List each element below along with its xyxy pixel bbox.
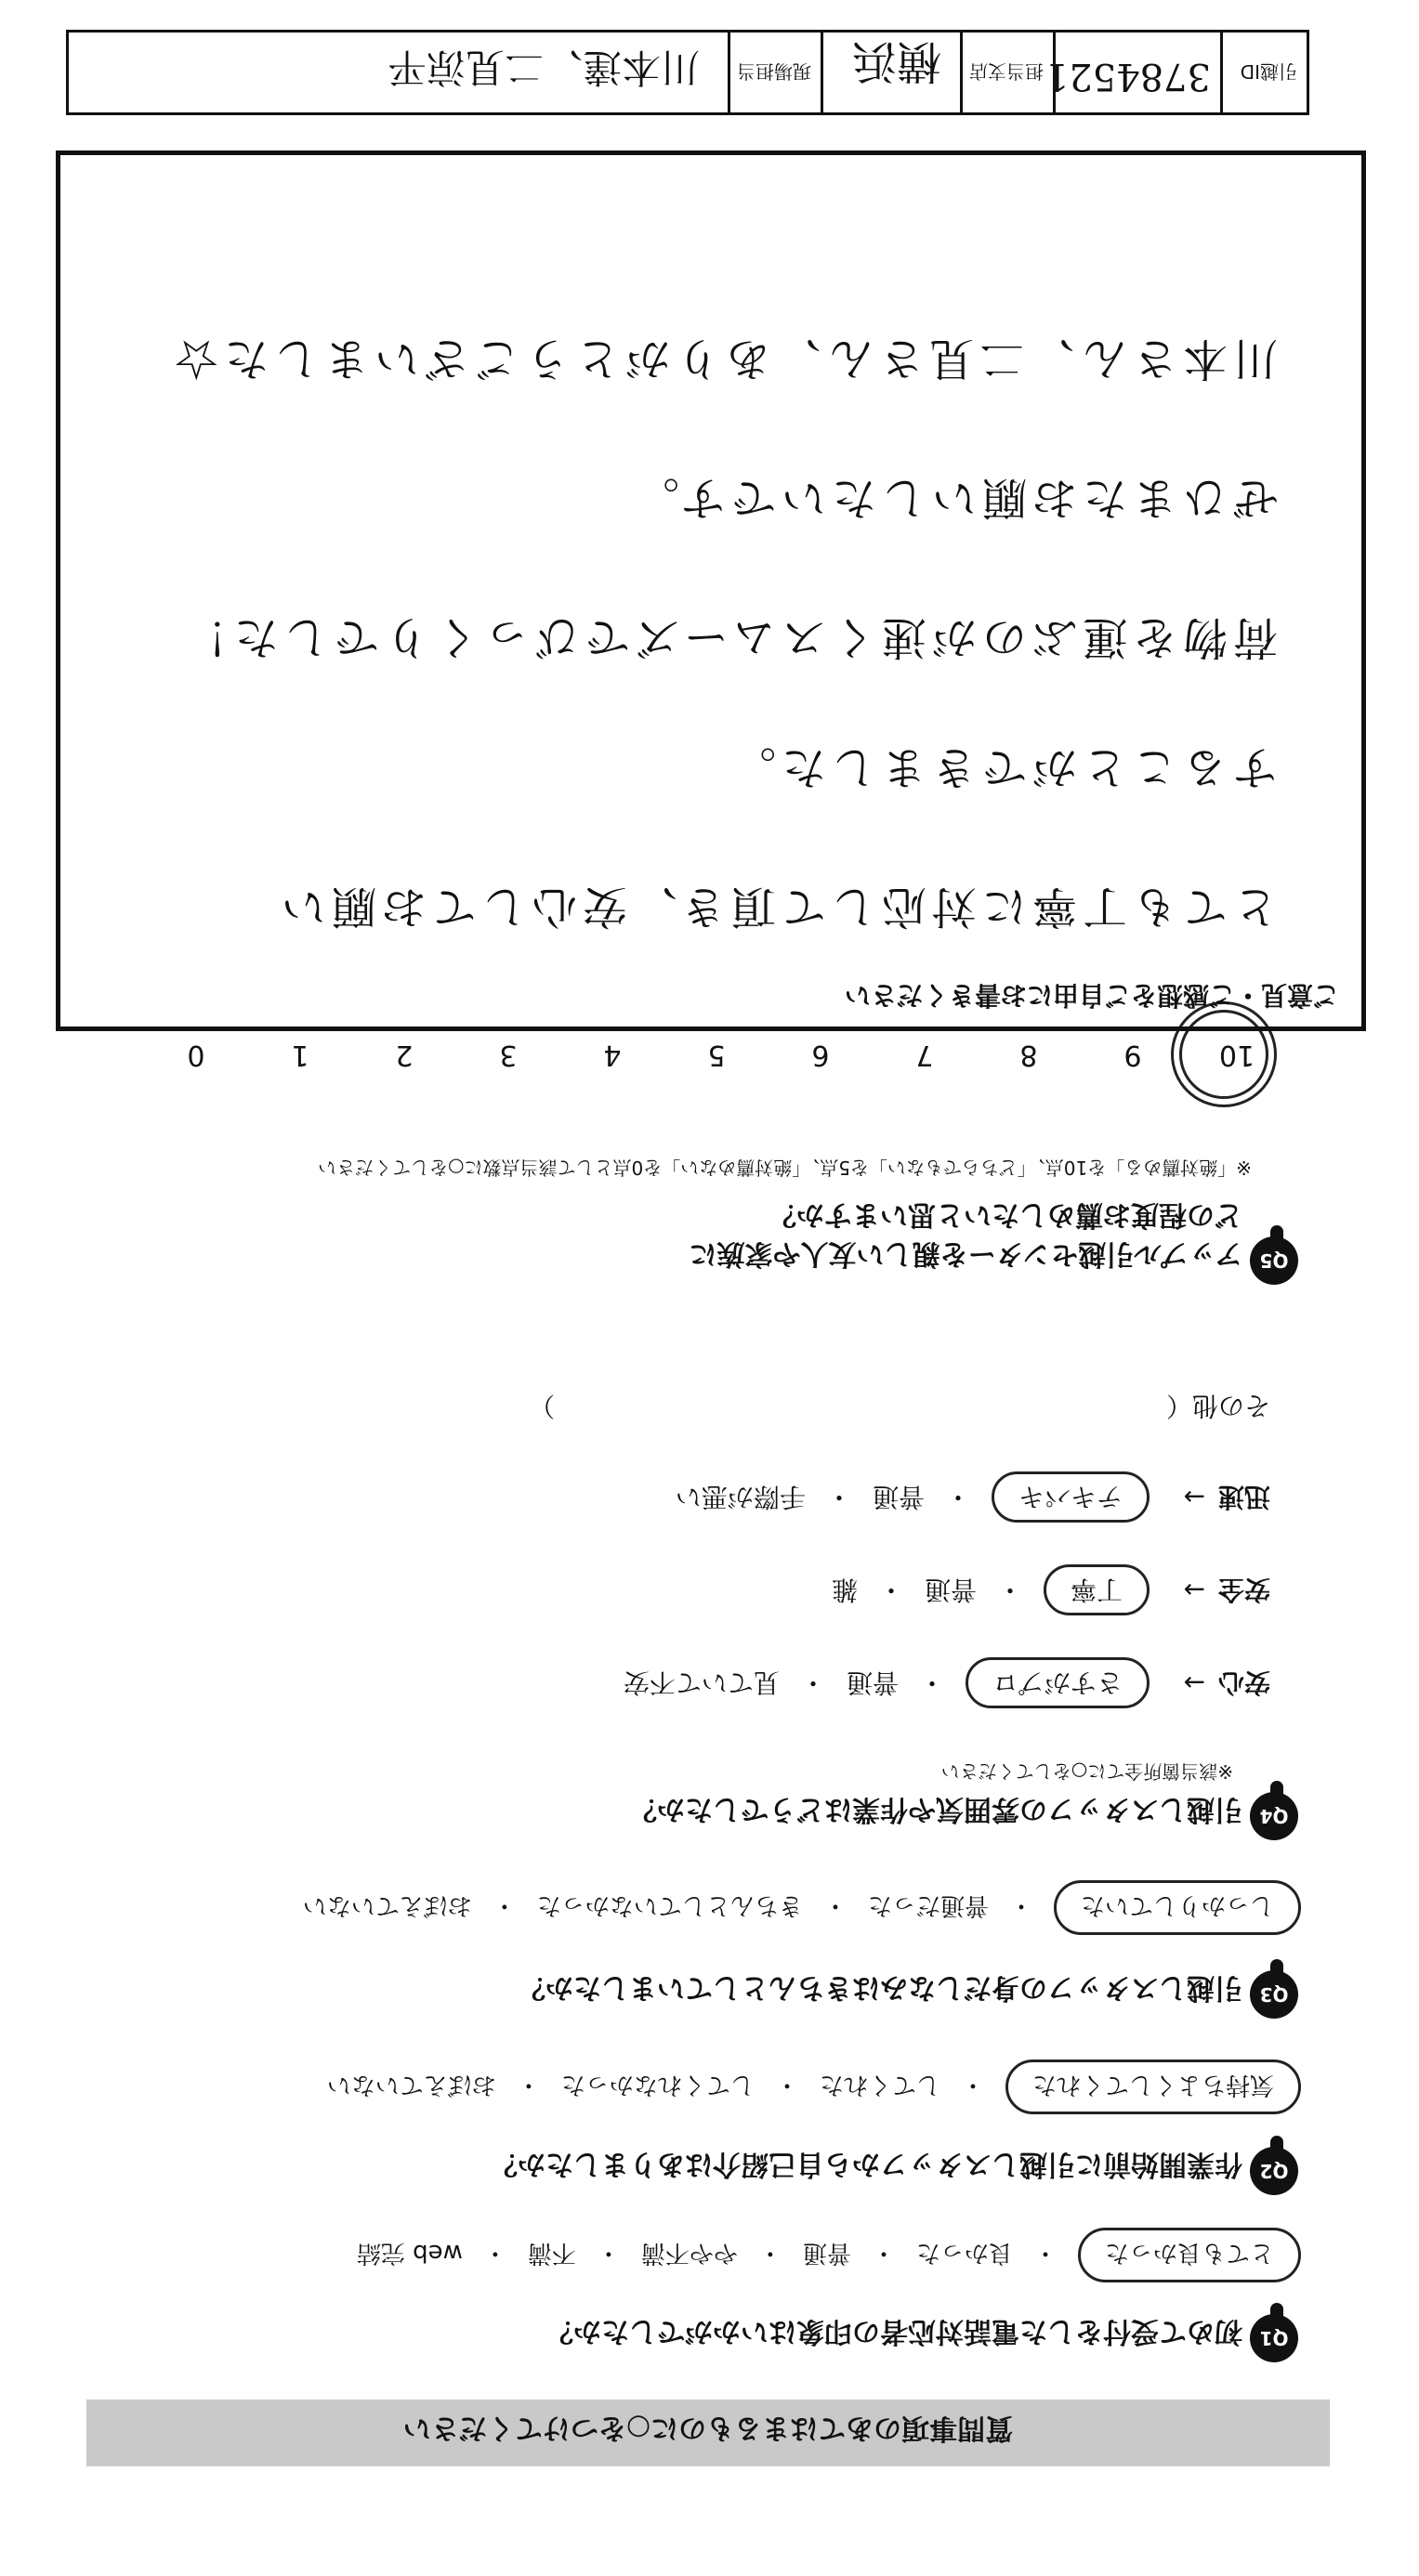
q2-option[interactable]: おぼえていない bbox=[326, 2071, 496, 2099]
q3-options: しっかりしていた・普通だった・きちんとしていなかった・おぼえていない bbox=[303, 1880, 1275, 1935]
q4-row-anshin: 安心→さすがプロ・普通・見ていて不安 bbox=[624, 1666, 1270, 1703]
q2-option[interactable]: してくれた bbox=[819, 2071, 940, 2099]
row-option[interactable]: 雑 bbox=[831, 1575, 858, 1605]
staff-value: 川本達、二見涼平 bbox=[387, 45, 700, 90]
comment-line: 荷物を運ぶのが速くスムーズでびっくりでした！ bbox=[177, 611, 1278, 663]
q1-option[interactable]: 良かった bbox=[915, 2239, 1013, 2267]
id-value-cell[interactable] bbox=[1045, 33, 1223, 112]
q2-badge: Q2 bbox=[1250, 2147, 1298, 2195]
staff-label-cell bbox=[730, 33, 823, 112]
staff-value-cell[interactable] bbox=[69, 33, 730, 112]
arrow: → bbox=[1183, 1482, 1205, 1512]
q5-score-scale bbox=[144, 1039, 1289, 1071]
branch-value-cell[interactable] bbox=[823, 33, 963, 112]
score-option[interactable]: 1 bbox=[291, 1039, 309, 1071]
q4-question: 引越しスタッフの雰囲気や作業はどうでしたか？ bbox=[629, 1793, 1242, 1825]
q1-option[interactable]: web 完結 bbox=[356, 2239, 463, 2267]
score-option[interactable]: 2 bbox=[395, 1039, 414, 1071]
arrow: → bbox=[1183, 1667, 1205, 1698]
q1-badge: Q1 bbox=[1250, 2314, 1298, 2362]
q2-options: 気持ちよくしてくれた・してくれた・してくれなかった・おぼえていない bbox=[327, 2059, 1275, 2114]
comment-line: 川本さん、二見さん、ありがとうございました☆ bbox=[168, 333, 1278, 385]
score-option[interactable]: 4 bbox=[603, 1039, 622, 1071]
q3-question: 引越しスタッフの身だしなみはきちんとしていましたか？ bbox=[518, 1971, 1242, 2004]
score-option[interactable]: 3 bbox=[499, 1039, 518, 1071]
q1-question: 初めて受付をした電話対応者の印象はいかがでしたか？ bbox=[545, 2315, 1242, 2347]
score-option[interactable]: 6 bbox=[811, 1039, 830, 1071]
score-option[interactable]: 10 bbox=[1218, 1039, 1255, 1071]
q3-option[interactable]: 普通だった bbox=[867, 1891, 989, 1919]
q1-option[interactable]: やや不満 bbox=[640, 2239, 738, 2267]
comment-heading: ご意見・ご感想をご自由にお書きください bbox=[844, 980, 1339, 1011]
row-label: 迅速 bbox=[1217, 1482, 1270, 1512]
q2-option-selected[interactable]: 気持ちよくしてくれた bbox=[1005, 2059, 1301, 2114]
branch-value: 横浜 bbox=[851, 35, 941, 87]
q3-badge: Q3 bbox=[1250, 1970, 1298, 2019]
q3-option[interactable]: きちんとしていなかった bbox=[536, 1891, 803, 1919]
comment-line: とても丁寧に対応して頂き、安心してお願い bbox=[275, 881, 1278, 933]
id-table bbox=[66, 30, 1309, 115]
comment-line: することができました。 bbox=[725, 741, 1278, 793]
instruction-banner bbox=[86, 2399, 1330, 2466]
row-option[interactable]: 手際が悪い bbox=[675, 1482, 806, 1512]
q4-row-anzen: 安全→丁寧・普通・雑 bbox=[832, 1573, 1270, 1610]
id-label-cell bbox=[1223, 33, 1307, 112]
row-option-selected[interactable]: さすがプロ bbox=[966, 1657, 1150, 1708]
row-label: 安心 bbox=[1217, 1667, 1270, 1698]
q2-option[interactable]: してくれなかった bbox=[560, 2071, 755, 2099]
score-option[interactable]: 8 bbox=[1019, 1039, 1038, 1071]
other-label: その他（ bbox=[1165, 1391, 1270, 1421]
row-option[interactable]: 見ていて不安 bbox=[623, 1667, 780, 1698]
score-option[interactable]: 0 bbox=[187, 1039, 205, 1071]
id-value: 3784521 bbox=[1045, 55, 1211, 98]
row-label: 安全 bbox=[1217, 1575, 1270, 1605]
banner-text: 質問事項のあてはまるものに○をつけてください bbox=[402, 2412, 1014, 2444]
q1-option[interactable]: 不満 bbox=[527, 2239, 576, 2267]
q4-note: ※該当箇所全てに○をしてください bbox=[940, 1760, 1233, 1783]
q3-option-selected[interactable]: しっかりしていた bbox=[1054, 1880, 1301, 1935]
branch-label: 担当支店 bbox=[969, 60, 1044, 83]
q4-badge: Q4 bbox=[1250, 1792, 1298, 1840]
q1-option[interactable]: 普通 bbox=[802, 2239, 851, 2267]
q1-option-selected[interactable]: とても良かった bbox=[1078, 2228, 1301, 2282]
q4-row-jinsoku: 迅速→テキパキ・普通・手際が悪い bbox=[676, 1480, 1270, 1517]
q3-option[interactable]: おぼえていない bbox=[302, 1891, 472, 1919]
row-option[interactable]: 普通 bbox=[872, 1482, 925, 1512]
score-option[interactable]: 5 bbox=[707, 1039, 726, 1071]
q2-question: 作業開始前に引越しスタッフから自己紹介はありましたか？ bbox=[490, 2148, 1242, 2180]
other-close: ） bbox=[529, 1391, 556, 1421]
row-option-selected[interactable]: 丁寧 bbox=[1044, 1564, 1150, 1615]
q5-badge: Q5 bbox=[1250, 1236, 1298, 1285]
row-option-selected[interactable]: テキパキ bbox=[992, 1471, 1150, 1523]
comment-line: ぜひまたお願いしたいです。 bbox=[628, 472, 1278, 524]
q5-question-line1: アップル引越センターを親しい友人や家族に bbox=[689, 1237, 1242, 1270]
q5-note: ※「絶対薦める」を10点、「どちらでもない」を5点、「絶対薦めない」を0点として該当点数に○をしてください bbox=[318, 1157, 1252, 1179]
arrow: → bbox=[1183, 1575, 1205, 1605]
row-option[interactable]: 普通 bbox=[924, 1575, 977, 1605]
comment-box[interactable] bbox=[56, 150, 1366, 1031]
branch-label-cell bbox=[963, 33, 1056, 112]
q5-question-line2: どの程度お薦めしたいと思いますか？ bbox=[769, 1198, 1242, 1231]
score-option[interactable]: 9 bbox=[1123, 1039, 1142, 1071]
q4-other bbox=[529, 1389, 1270, 1426]
q1-options: とても良かった・良かった・普通・やや不満・不満・web 完結 bbox=[357, 2228, 1275, 2282]
row-option[interactable]: 普通 bbox=[846, 1667, 899, 1698]
id-label: 引越ID bbox=[1240, 60, 1297, 83]
staff-label: 現場担当 bbox=[737, 60, 811, 83]
score-option[interactable]: 7 bbox=[915, 1039, 934, 1071]
